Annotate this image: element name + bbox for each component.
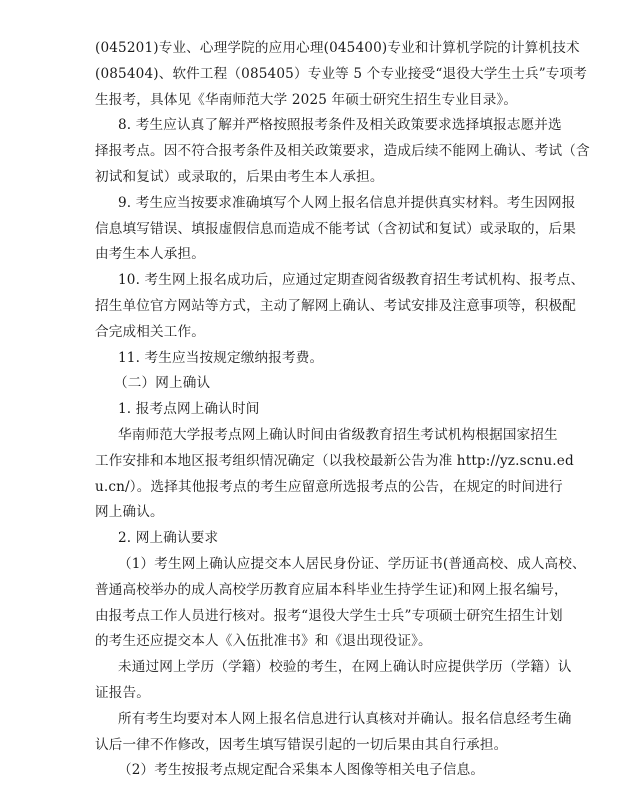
text-line: 由报考点工作人员进行核对。报考“退役大学生士兵”专项硕士研究生招生计划 bbox=[95, 607, 563, 624]
text-line: （2）考生按报考点规定配合采集本人图像等相关电子信息。 bbox=[118, 762, 485, 779]
section-heading: （二）网上确认 bbox=[114, 375, 211, 392]
text-line: 9. 考生应当按要求准确填写个人网上报名信息并提供真实材料。考生因网报 bbox=[118, 194, 576, 211]
text-line: 择报考点。因不符合报考条件及相关政策要求，造成后续不能网上确认、考试（含 bbox=[95, 143, 590, 160]
text-line: 未通过网上学历（学籍）校验的考生，在网上确认时应提供学历（学籍）认 bbox=[118, 659, 572, 676]
text-line: 招生单位官方网站等方式，主动了解网上确认、考试安排及注意事项等，积极配 bbox=[95, 298, 577, 314]
text-line: 10. 考生网上报名成功后，应通过定期查阅省级教育招生考试机构、报考点、 bbox=[118, 272, 585, 289]
text-line: (045201)专业、心理学院的应用心理(045400)专业和计算机学院的计算机技术 bbox=[95, 40, 580, 56]
text-line: 证报告。 bbox=[95, 685, 150, 701]
text-line: 网上确认。 bbox=[95, 504, 164, 521]
text-line: 合完成相关工作。 bbox=[95, 323, 205, 340]
text-line: 8. 考生应认真了解并严格按照报考条件及相关政策要求选择填报志愿并选 bbox=[118, 117, 562, 134]
text-line: 由考生本人承担。 bbox=[95, 246, 205, 263]
text-line: 11. 考生应当按规定缴纳报考费。 bbox=[118, 349, 324, 366]
text-line: (085404)、软件工程（085405）专业等 5 个专业接受“退役大学生士兵”专项考 bbox=[95, 65, 588, 82]
text-line: 普通高校举办的成人高校学历教育应届本科毕业生持学生证)和网上报名编号， bbox=[95, 581, 568, 598]
text-line: 所有考生均要对本人网上报名信息进行认真核对并确认。报名信息经考生确 bbox=[118, 710, 572, 727]
subsection-heading: 1. 报考点网上确认时间 bbox=[118, 401, 260, 418]
text-line: 工作安排和本地区报考组织情况确定（以我校最新公告为准 http://yz.scnu.ed bbox=[95, 452, 574, 469]
text-line: 华南师范大学报考点网上确认时间由省级教育招生考试机构根据国家招生 bbox=[118, 427, 558, 443]
text-line: 的考生还应提交本人《入伍批准书》和《退出现役证》。 bbox=[95, 633, 432, 650]
text-line: 初试和复试）或录取的，后果由考生本人承担。 bbox=[95, 169, 384, 185]
text-line: 信息填写错误、填报虚假信息而造成不能考试（含初试和复试）或录取的，后果 bbox=[95, 220, 577, 237]
text-line: 认后一律不作修改，因考生填写错误引起的一切后果由其自行承担。 bbox=[95, 736, 508, 753]
text-line: 生报考，具体见《华南师范大学 2025 年硕士研究生招生专业目录》。 bbox=[95, 91, 518, 108]
subsection-heading: 2. 网上确认要求 bbox=[118, 530, 219, 547]
text-line: u.cn/）。选择其他报考点的考生应留意所选报考点的公告，在规定的时间进行 bbox=[95, 478, 563, 495]
text-line: （1）考生网上确认应提交本人居民身份证、学历证书(普通高校、成人高校、 bbox=[118, 556, 586, 572]
